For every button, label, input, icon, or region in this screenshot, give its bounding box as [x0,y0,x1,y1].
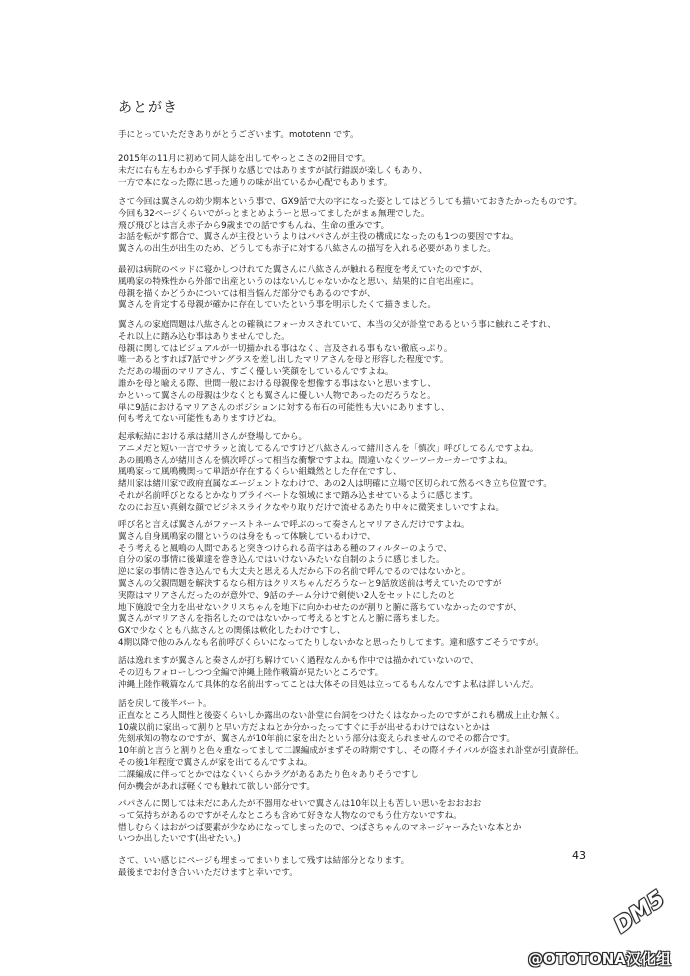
text-line: そう考えると風鳴の人間であると突きつけられる苗字はある種のフィルターのようで、 [118,543,452,554]
paragraph-aside [118,656,539,691]
text-line: 2015年の11月に初めて同人誌を出してやっとこさの2冊目です。 [118,154,371,164]
text-line: 唯一あるとすれば7話でサングラスを差し出したマリアさんを母と形容した程度です。 [118,355,449,366]
text-line: なのにお互い真剣な顔でビジネスライクなやり取りだけで流せるあたり中々に微笑ましいですよね。 [118,502,505,513]
text-line: 話は逸れますが翼さんと奏さんが打ち解けていく過程なんかも作中では描かれていないので、 [118,656,479,666]
paragraph-greeting [118,130,359,142]
paragraph-theme [118,197,582,256]
text-line: 翼さんがマリアさんを指名したのではないかって考えるとすとんと腑に落ちました。 [118,614,445,625]
paragraph-closing [118,856,409,880]
paragraph-family [118,320,556,426]
text-line: その辺もフォローしつつ全編で沖縄上陸作戦篇が見たいところです。 [118,667,384,678]
paragraph-intro [118,154,427,189]
text-line: 正直なところ人間性と後姿くらいしか露出のない訃堂に台詞をつけたくはなかったのですがこれも構成上止む無く。 [118,710,565,721]
text-line: 惜しむらくはおがつば要素が少なめになってしまったので、つばさちゃんのマネージャーみたいな本とか [118,822,522,833]
text-line: 翼さんの家庭問題は八紘さんとの確執にフォーカスされていて、本当の父が訃堂であるという事に触れこそすれ、 [118,320,557,330]
text-line: ただあの場面のマリアさん、すごく優しい笑顔をしているんですよね。 [118,367,394,378]
text-line: その後1年程度で翼さんが家を出てるんですよね。 [118,757,313,768]
text-line: それが名前呼びとなるとかなりプライベートな領域にまで踏み込ませているように感じます。 [118,490,478,501]
text-line: 最後までお付き合いいただけますと幸いです。 [118,867,298,878]
text-line: それ以上に踏み込む事はありませんでした。 [118,331,290,342]
text-line: 何か機会があれば軽くでも触れて欲しい部分です。 [118,781,315,792]
text-line: 10歳以前に家出って割りと早い方だよねとか分かったってすぐに手が出せるわけではないとかは [118,722,490,733]
text-line: 翼さん自身風鳴家の闇というのは身をもって体験しているわけで、 [118,531,376,542]
text-line: 二課編成に伴ってとかではなくいくらかラグがあるあたり色々ありそうですし [118,769,419,780]
text-line: 風鳴家の特殊性から外部で出産というのはないんじゃないかなと思い、結果的に自宅出産に。 [118,276,479,287]
text-line: 話を戻して後半パート。 [118,699,212,709]
text-line: 4期以降で他のみんなも名前呼びくらいになってたりしないかなと思ったりしてます。違和感すごそうですが。 [118,637,544,648]
text-line: 翼さんを肯定する母親が確かに存在していたという事を明示したくて描きました。 [118,300,436,311]
text-line: 翼さんの父親問題を解決するなら相方はクリスちゃんだろうなーと9話放送前は考えていたのですが [118,578,502,589]
paragraph-ogawa [118,432,552,515]
text-line: さて、いい感じにページも埋まってまいりまして残すは結部分となります。 [118,856,410,866]
text-line: かといって翼さんの母親は少なくとも翼さんに優しい人物であったのだろうなと。 [118,390,436,401]
text-line: パパさんに関しては未だにあんたが不器用なせいで翼さんは10年以上も苦しい思いをおおおお [118,799,482,809]
text-line: アニメだと短い一言でサラッと流してるんですけど八紘さんって緒川さんを「慎次」呼びしてるんですよね。 [118,443,539,454]
text-line: 沖縄上陸作戦篇なんて具体的な名前出すってことは大体その目処は立ってるもんなんですよ私は詳しいんだ。 [118,679,539,690]
paragraph-names [118,520,544,650]
text-line: お話を転がす都合で、翼さんが主役というよりはパパさんが主役の構成になったのも1つの要因ですね。 [118,232,519,243]
scanlation-credit-watermark: @OTOTONA汉化组 [528,950,671,968]
paragraph-birth [118,265,488,312]
page-title: あとがき [118,100,178,116]
text-line: 実際はマリアさんだったのが意外で、9話のチーム分けで剣使い2人をセットにしたのと [118,590,456,601]
text-line: 飛び飛びとは言え赤子から9歳までの話ですもんね、生命の重みです。 [118,220,390,231]
text-line: 先刻承知の物なのですが、翼さんが10年前に家を出たという部分は変えられませんのでその都合です。 [118,734,515,745]
text-line: 今回も32ページくらいでがっとまとめようーと思ってましたがまぁ無理でした。 [118,208,430,219]
page-number: 43 [572,849,586,862]
text-line: 地下施設で全力を出せないクリスちゃんを地下に向かわせたのが割りと腑に落ちていなかったのですが、 [118,602,522,613]
text-line: いつか出したいです(出せたい。) [118,834,241,845]
text-line: 呼び名と言えば翼さんがファーストネームで呼ぶのって奏さんとマリアさんだけですよね。 [118,520,470,530]
text-line: 起承転結における承は緒川さんが登場してから。 [118,432,308,442]
text-line: 何も考えてない可能性もありますけどね。 [118,414,282,425]
paragraph-papa [118,799,521,846]
text-line: 緒川家は緒川家で政府直属なエージェントなわけで、あの2人は明確に立場で区切られて然るべき立ち位置です。 [118,479,552,490]
text-line: 翼さんの出生が出生のため、どうしても赤子に対する八紘さんの描写を入れる必要がありました。 [118,244,496,255]
text-line: 10年前と言うと割りと色々重なってまして二課編成がまずその時期ですし、その際イチイバルが盗まれ訃堂が引責辞任。 [118,746,584,757]
text-line: 手にとっていただきありがとうございます。mototenn です。 [118,130,359,140]
text-line: 未だに右も左もわからず手探りな感じではありますが試行錯誤が楽しくもあり、 [118,165,428,176]
text-line: GXで少なくとも八紘さんとの関係は軟化したわけですし、 [118,626,346,637]
text-line: って気持ちがあるのですがそんなところも含めて好きな人物なのでもう仕方ないですね。 [118,810,462,821]
text-line: 風鳴家って風鳴機関って単語が存在するくらい組織然とした存在ですし、 [118,467,402,478]
text-line: 母親を描くかどうかについては相当悩んだ部分でもあるのですが、 [118,288,376,299]
text-line: 誰かを母と喩える際、世間一般における母親像を想像する事はないと思いますし、 [118,378,436,389]
paragraph-second-half [118,699,584,793]
text-line: 逆に家の事情に巻き込んでも大丈夫と思える人だから下の名前で呼んでるのではないかと。 [118,567,471,578]
dm5-watermark-logo: DM5 [609,886,670,939]
text-line: 自分の家の事情に後輩達を巻き込んではいけないみたいな自制のように感じました。 [118,555,445,566]
text-line: 母親に関してはビジュアルが一切描かれる事はなく、言及される事もない徹底っぷり。 [118,343,453,354]
text-line: さて今回は翼さんの幼少期本という事で、GX9話で大の字になった姿としてはどうしても描いておきたかったものです。 [118,197,583,207]
text-line: 最初は病院のベッドに寝かしつけれてた翼さんに八紘さんが触れる程度を考えていたのですが、 [118,265,488,275]
text-line: あの風鳴さんが緒川さんを慎次呼びって相当な衝撃ですよね。間違いなくツーツーカーカーですよね。 [118,455,513,466]
text-line: 一方で本になった際に思った通りの味が出ているか心配でもあります。 [118,177,393,188]
text-line: 単に9話におけるマリアさんのポジションに対する布石の可能性も大いにありますし、 [118,402,450,413]
